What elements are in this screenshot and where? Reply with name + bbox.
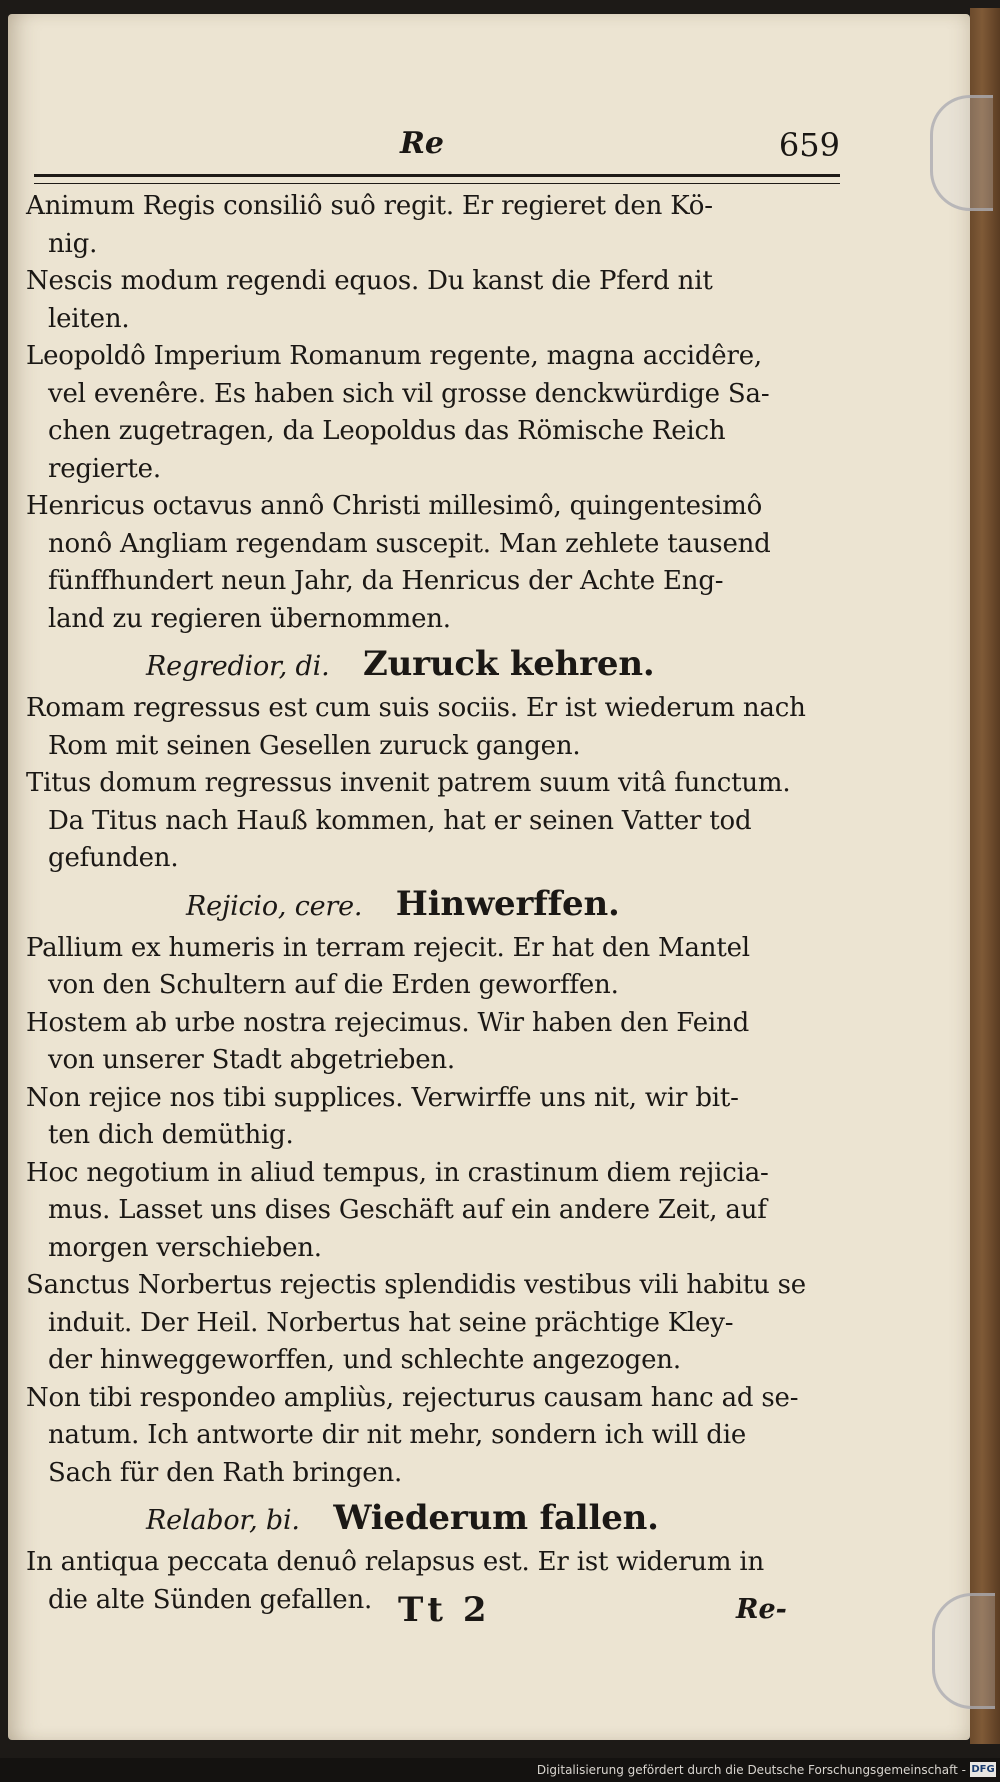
text-line: Nescis modum regendi equos. Du kanst die Pferd nit xyxy=(26,266,713,296)
text-line: leiten. xyxy=(48,303,130,334)
text-line: Non rejice nos tibi supplices. Verwirffe uns nit, wir bit- xyxy=(26,1082,739,1113)
text-line: Sach für den Rath bringen. xyxy=(48,1457,403,1488)
signature-mark: Tt 2 xyxy=(398,1590,491,1630)
running-title: Re xyxy=(400,126,445,161)
text-line: morgen verschieben. xyxy=(48,1232,322,1263)
page-clip-top xyxy=(930,95,993,211)
text-line: Henricus octavus annô Christi millesimô, quingentesimô xyxy=(26,491,763,521)
text-line: fünffhundert neun Jahr, da Henricus der Achte Eng- xyxy=(48,566,724,596)
entry-heading-regredior xyxy=(26,638,836,690)
text-line: induit. Der Heil. Norbertus hat seine prächtige Kley- xyxy=(48,1307,734,1338)
running-header xyxy=(40,122,840,172)
text-line: chen zugetragen, da Leopoldus das Römische Reich xyxy=(48,416,726,446)
text-line: nonô Angliam regendam suscepit. Man zehlete tausend xyxy=(48,528,771,559)
header-rule xyxy=(34,174,840,184)
text-line: nig. xyxy=(48,228,98,259)
text-line: Da Titus nach Hauß kommen, hat er seinen Vatter tod xyxy=(48,805,752,836)
text-line: Rom mit seinen Gesellen zuruck gangen. xyxy=(48,730,581,761)
book-fore-edge xyxy=(970,8,1000,1744)
heading-latin: Regredior, di. xyxy=(146,651,330,682)
digitization-footer xyxy=(0,1758,1000,1782)
text-line: natum. Ich antworte dir nit mehr, sondern ich will die xyxy=(48,1420,747,1450)
page-clip-bottom xyxy=(932,1593,995,1709)
text-line: Sanctus Norbertus rejectis splendidis vestibus vili habitu se xyxy=(26,1270,806,1300)
text-line: der hinweggeworffen, und schlechte angezogen. xyxy=(48,1345,681,1375)
dfg-logo: DFG xyxy=(971,1764,995,1775)
heading-german: Wiederum fallen. xyxy=(333,1498,659,1538)
text-line: Titus domum regressus invenit patrem suum vitâ functum. xyxy=(26,768,791,798)
entry-heading-relabor xyxy=(26,1492,836,1544)
text-line: die alte Sünden gefallen. xyxy=(48,1584,373,1615)
text-line: von den Schultern auf die Erden geworffen. xyxy=(48,970,619,1000)
funding-credit: Digitalisierung gefördert durch die Deutsche Forschungsgemeinschaft - xyxy=(536,1763,966,1777)
page-body xyxy=(26,188,836,1619)
text-line: Hoc negotium in aliud tempus, in crastinum diem rejicia- xyxy=(26,1157,769,1188)
text-line: In antiqua peccata denuô relapsus est. Er ist widerum in xyxy=(26,1547,765,1577)
text-line: ten dich demüthig. xyxy=(48,1120,294,1150)
heading-german: Hinwerffen. xyxy=(395,883,620,924)
catchword: Re- xyxy=(736,1594,787,1625)
page-number: 659 xyxy=(778,126,840,164)
page-foot xyxy=(0,1590,860,1640)
text-line: von unserer Stadt abgetrieben. xyxy=(48,1045,455,1075)
text-line: land zu regieren übernommen. xyxy=(48,603,451,634)
heading-latin: Rejicio, cere. xyxy=(186,890,363,922)
text-line: mus. Lasset uns dises Geschäft auf ein andere Zeit, auf xyxy=(48,1195,767,1225)
heading-latin: Relabor, bi. xyxy=(146,1505,300,1536)
text-line: Hostem ab urbe nostra rejecimus. Wir haben den Feind xyxy=(26,1007,750,1038)
text-line: Pallium ex humeris in terram rejecit. Er hat den Mantel xyxy=(26,932,750,963)
text-line: Leopoldô Imperium Romanum regente, magna accidêre, xyxy=(26,341,762,371)
text-line: Animum Regis consiliô suô regit. Er regieret den Kö- xyxy=(26,191,713,221)
text-line: gefunden. xyxy=(48,843,179,873)
text-line: regierte. xyxy=(48,453,161,484)
text-line: Romam regressus est cum suis sociis. Er ist wiederum nach xyxy=(26,693,806,723)
entry-heading-rejicio xyxy=(26,878,836,930)
text-line: Non tibi respondeo ampliùs, rejecturus causam hanc ad se- xyxy=(26,1382,799,1413)
heading-german: Zuruck kehren. xyxy=(363,644,655,684)
text-line: vel evenêre. Es haben sich vil grosse denckwürdige Sa- xyxy=(48,378,770,409)
